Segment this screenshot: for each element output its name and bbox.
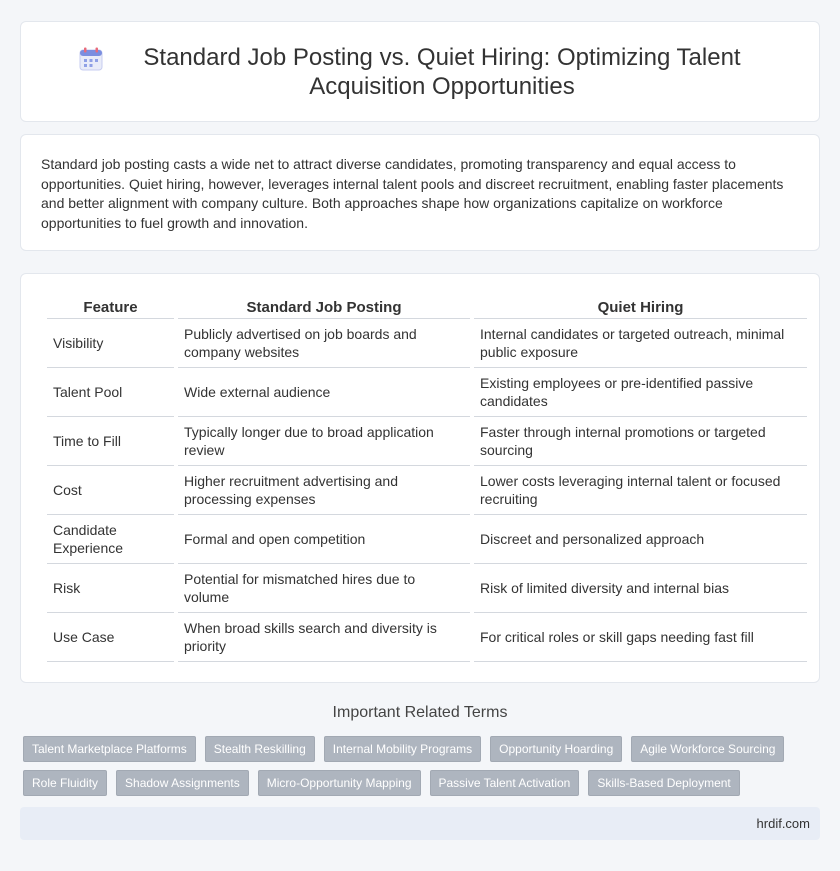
quiet-cell: For critical roles or skill gaps needing fast fill bbox=[474, 613, 807, 662]
quiet-cell: Risk of limited diversity and internal bias bbox=[474, 564, 807, 613]
table-header-row bbox=[47, 294, 807, 319]
comparison-table bbox=[43, 294, 811, 662]
footer bbox=[20, 807, 820, 840]
standard-cell: Publicly advertised on job boards and company websites bbox=[178, 319, 470, 368]
feature-cell: Visibility bbox=[47, 319, 174, 368]
header-standard-job-posting: Standard Job Posting bbox=[178, 294, 470, 319]
related-terms-title: Important Related Terms bbox=[332, 704, 508, 721]
related-term-tag[interactable]: Talent Marketplace Platforms bbox=[23, 736, 196, 762]
table-row bbox=[47, 515, 807, 564]
page-title: Standard Job Posting vs. Quiet Hiring: Optimizing Talent Acquisition Opportunities bbox=[143, 43, 741, 100]
related-term-tag[interactable]: Passive Talent Activation bbox=[430, 770, 580, 796]
header-quiet-hiring: Quiet Hiring bbox=[474, 294, 807, 319]
title-card bbox=[20, 21, 820, 122]
table-row bbox=[47, 466, 807, 515]
feature-cell: Talent Pool bbox=[47, 368, 174, 417]
related-term-tag[interactable]: Stealth Reskilling bbox=[205, 736, 315, 762]
header-feature: Feature bbox=[47, 294, 174, 319]
quiet-cell: Existing employees or pre-identified passive candidates bbox=[474, 368, 807, 417]
table-row bbox=[47, 613, 807, 662]
related-term-tag[interactable]: Role Fluidity bbox=[23, 770, 107, 796]
quiet-cell: Internal candidates or targeted outreach, minimal public exposure bbox=[474, 319, 807, 368]
standard-cell: Higher recruitment advertising and processing expenses bbox=[178, 466, 470, 515]
table-row bbox=[47, 319, 807, 368]
quiet-cell: Faster through internal promotions or targeted sourcing bbox=[474, 417, 807, 466]
related-term-tag[interactable]: Agile Workforce Sourcing bbox=[631, 736, 784, 762]
quiet-cell: Lower costs leveraging internal talent or focused recruiting bbox=[474, 466, 807, 515]
comparison-table-card bbox=[20, 273, 820, 683]
related-term-tag[interactable]: Shadow Assignments bbox=[116, 770, 249, 796]
title-wrap bbox=[21, 43, 819, 101]
feature-cell: Use Case bbox=[47, 613, 174, 662]
standard-cell: Typically longer due to broad application review bbox=[178, 417, 470, 466]
related-term-tag[interactable]: Internal Mobility Programs bbox=[324, 736, 481, 762]
related-term-tag[interactable]: Opportunity Hoarding bbox=[490, 736, 622, 762]
feature-cell: Risk bbox=[47, 564, 174, 613]
related-term-tag[interactable]: Micro-Opportunity Mapping bbox=[258, 770, 421, 796]
intro-paragraph: Standard job posting casts a wide net to attract diverse candidates, promoting transparency and equal access to opportunities. Quiet hiring, however, leverages internal talent pools and discreet recruitment, enabling faster placements and better alignment with company culture. Both approaches shape how organizations capitalize on workforce opportunities to fuel growth and innovation. bbox=[41, 156, 784, 231]
footer-site-link[interactable]: hrdif.com bbox=[756, 816, 810, 831]
feature-cell: Candidate Experience bbox=[47, 515, 174, 564]
table-row bbox=[47, 368, 807, 417]
table-row bbox=[47, 417, 807, 466]
quiet-cell: Discreet and personalized approach bbox=[474, 515, 807, 564]
standard-cell: When broad skills search and diversity is priority bbox=[178, 613, 470, 662]
feature-cell: Time to Fill bbox=[47, 417, 174, 466]
standard-cell: Formal and open competition bbox=[178, 515, 470, 564]
table-row bbox=[47, 564, 807, 613]
standard-cell: Potential for mismatched hires due to volume bbox=[178, 564, 470, 613]
intro-card bbox=[20, 134, 820, 251]
related-term-tag[interactable]: Skills-Based Deployment bbox=[588, 770, 739, 796]
calendar-icon bbox=[78, 46, 104, 72]
feature-cell: Cost bbox=[47, 466, 174, 515]
related-terms-list bbox=[20, 736, 820, 804]
standard-cell: Wide external audience bbox=[178, 368, 470, 417]
